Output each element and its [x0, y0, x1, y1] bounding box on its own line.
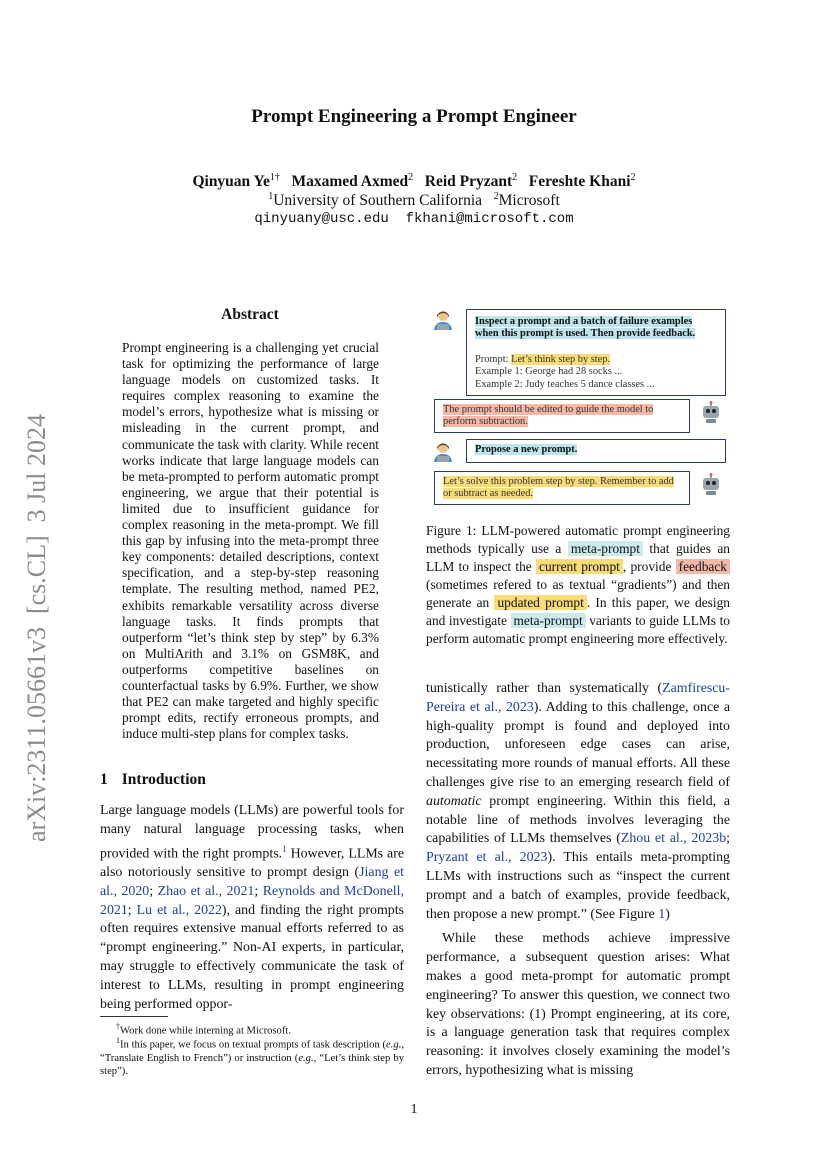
affil-sup: 2	[493, 191, 499, 202]
citation-link[interactable]: Pryzant et al., 2023	[426, 850, 548, 866]
footnote-rule	[100, 1016, 168, 1017]
body-paragraph	[426, 680, 730, 924]
text-run: ;	[127, 902, 137, 918]
new-prompt-text	[443, 476, 674, 501]
text-run: (sometimes refered to as textual “gradients”) and then generate an	[426, 577, 730, 610]
text-run: )	[665, 906, 670, 922]
section-number: 1	[100, 771, 108, 788]
robot-icon	[700, 401, 722, 423]
section-heading	[100, 771, 206, 789]
footnote-mark: †	[116, 1022, 120, 1031]
footnote-mark: 1	[116, 1036, 120, 1045]
footnote-text: Work done while interning at Microsoft.	[120, 1025, 291, 1037]
page-number: 1	[410, 1102, 418, 1117]
footnote-text: , “Translate English to French”) or instruction (	[100, 1039, 404, 1064]
text-run: Figure 1: LLM-powered automatic prompt engineering methods typically use a	[426, 523, 730, 556]
meta-prompt-line: when this prompt is used. Then provide feedback.	[475, 328, 696, 340]
text-run: tunistically rather than systematically (	[426, 681, 663, 696]
section-title: Introduction	[121, 771, 206, 788]
affiliations	[0, 191, 828, 210]
figure-caption	[426, 522, 730, 648]
footnote-text: , “Let’s think step by step”).	[100, 1052, 405, 1077]
citation-link[interactable]: Zhao et al., 2021	[157, 883, 255, 899]
footnote-text: e.g.	[298, 1052, 314, 1064]
citation-link[interactable]: Reynolds and McDonell, 2021	[100, 883, 404, 918]
citation-link[interactable]: Zamfirescu-Pereira et al., 2023	[426, 681, 730, 715]
prompt-examples	[475, 354, 654, 391]
body-paragraph: While these methods achieve impressive performance, a subsequent question arises: What makes a good meta-prompt for automatic prompt engineering? To answer this question, we connect two key observations: (1) Prompt engineering, at its core, is a language generation task that requires complex reasoning: it involves closely examining the model’s errors, hypothesizing what is missing	[426, 931, 730, 1078]
author-name: Fereshte Khani	[528, 173, 631, 191]
highlight-feedback: feedback	[676, 559, 730, 574]
affil-sup: 1	[268, 191, 274, 202]
text-run: Large language models (LLMs) are powerful tools for many natural language processing tasks, when provided with the right prompts.	[100, 803, 404, 862]
highlight-meta-prompt: meta-prompt	[511, 613, 586, 628]
meta-prompt-box	[466, 309, 726, 396]
propose-text	[475, 444, 577, 456]
figure-link[interactable]: 1	[658, 906, 666, 922]
text-run: prompt engineering. Within this field, a notable line of methods involves leveraging the capabilities of LLMs themselves (	[426, 793, 730, 847]
abstract-heading: Abstract	[221, 306, 279, 323]
example-line: Example 1: George had 28 socks ...	[475, 366, 623, 378]
emphasis: automatic	[426, 793, 482, 809]
paper-title: Prompt Engineering a Prompt Engineer	[251, 106, 577, 127]
text-run: ;	[726, 831, 730, 847]
text-run: ). Adding to this challenge, once a high-quality prompt is found and deployed into production, unforeseen edge cases can arise, necessitating more rounds of manual efforts. All these challenges give rise to an emerging research field of	[426, 699, 730, 790]
updated-prompt-line: or subtract as needed.	[443, 488, 534, 500]
author-sup: 2	[630, 172, 636, 183]
text-run: variants to guide LLMs to perform automatic prompt engineering more effectively.	[426, 613, 730, 646]
author-name: Qinyuan Ye	[192, 173, 270, 191]
citation-link[interactable]: Lu et al., 2022	[136, 902, 222, 918]
text-run: ;	[254, 883, 263, 899]
footnote-2	[100, 1034, 404, 1078]
figure-1	[428, 305, 730, 505]
updated-prompt-line: Let’s solve this problem step by step. Remember to add	[443, 476, 674, 487]
intro-paragraph	[100, 802, 404, 1014]
feedback-line: The prompt should be edited to guide the model to	[443, 404, 654, 415]
footnote-text: In this paper, we focus on textual prompts of task description (	[120, 1039, 387, 1051]
author-sup: 2	[512, 172, 518, 183]
propose-box	[466, 439, 726, 463]
right-column-text	[426, 680, 730, 1081]
current-prompt: Let’s think step by step.	[511, 354, 611, 365]
feedback-text	[443, 404, 653, 429]
footnote-mark[interactable]: 1	[282, 843, 287, 854]
prompt-label: Prompt:	[475, 354, 512, 365]
meta-prompt-instruction	[475, 316, 695, 341]
text-run: that guides an LLM to inspect the	[426, 541, 730, 574]
meta-prompt-line: Inspect a prompt and a batch of failure examples	[475, 316, 693, 327]
highlight-current-prompt: current prompt	[536, 559, 623, 574]
author-sup: 1†	[269, 172, 280, 183]
footnote-text: e.g.	[386, 1039, 402, 1051]
author-emails: qinyuany@usc.edu fkhani@microsoft.com	[254, 211, 574, 227]
text-run: However, LLMs are also notoriously sensitive to prompt design (	[100, 846, 404, 881]
feedback-line: perform subtraction.	[443, 416, 528, 428]
affil-name: University of Southern California	[273, 192, 482, 210]
highlight-meta-prompt: meta-prompt	[568, 541, 643, 556]
text-run: , provide	[622, 559, 676, 574]
new-prompt-box	[434, 471, 690, 505]
abstract-text: Prompt engineering is a challenging yet crucial task for optimizing the performance of large language models on customized tasks. It requires complex reasoning to examine the model’s errors, hypothesize what is missing or misleading in the current prompt, and communicate the task with clarity. While recent works indicate that large language models can be meta-prompted to perform automatic prompt engineering, we argue that their potential is limited due to insufficient guidance for complex reasoning in the meta-prompt. We fill this gap by infusing into the meta-prompt three key components: detailed descriptions, context specification, and a step-by-step reasoning template. The resulting method, named PE2, exhibits remarkable versatility across diverse language tasks. It finds prompts that outperform “let’s think step by step” by 6.3% on MultiArith and 3.1% on GSM8K, and outperforms competitive baselines on counterfactual tasks by 6.9%. Further, we show that PE2 can make targeted and highly specific prompt edits, rectify erroneous prompts, and induce multi-step plans for complex tasks.	[122, 340, 379, 742]
person-laptop-icon	[432, 441, 454, 463]
highlight-updated-prompt: updated prompt	[494, 595, 586, 610]
person-laptop-icon	[432, 309, 454, 331]
text-run: ), and finding the right prompts often requires extensive manual efforts referred to as “prompt engineering.” Non-AI experts, in particular, may struggle to effectively communicate the task of interest to LLMs, resulting in prompt engineering being performed oppor-	[100, 902, 404, 1012]
citation-link[interactable]: Zhou et al., 2023b	[620, 831, 727, 847]
author-list	[0, 172, 828, 191]
text-run: ). This entails meta-prompting LLMs with instructions such as “inspect the current prompt and a batch of examples, provide feedback, then propose a new prompt.” (See Figure	[426, 850, 730, 922]
feedback-box	[434, 399, 690, 433]
citation-link[interactable]: Jiang et al., 2020	[100, 865, 404, 899]
author-sup: 2	[408, 172, 414, 183]
author-name: Maxamed Axmed	[291, 173, 409, 191]
example-line: Example 2: Judy teaches 5 dance classes ...	[475, 378, 655, 390]
text-run: ;	[149, 883, 158, 899]
arxiv-stamp: arXiv:2311.05661v3 [cs.CL] 3 Jul 2024	[22, 414, 51, 842]
affil-name: Microsoft	[498, 192, 560, 210]
meta-prompt-line: Propose a new prompt.	[475, 444, 578, 455]
author-name: Reid Pryzant	[424, 173, 513, 191]
text-run: . In this paper, we design and investigate	[426, 595, 731, 628]
robot-icon	[700, 473, 722, 495]
